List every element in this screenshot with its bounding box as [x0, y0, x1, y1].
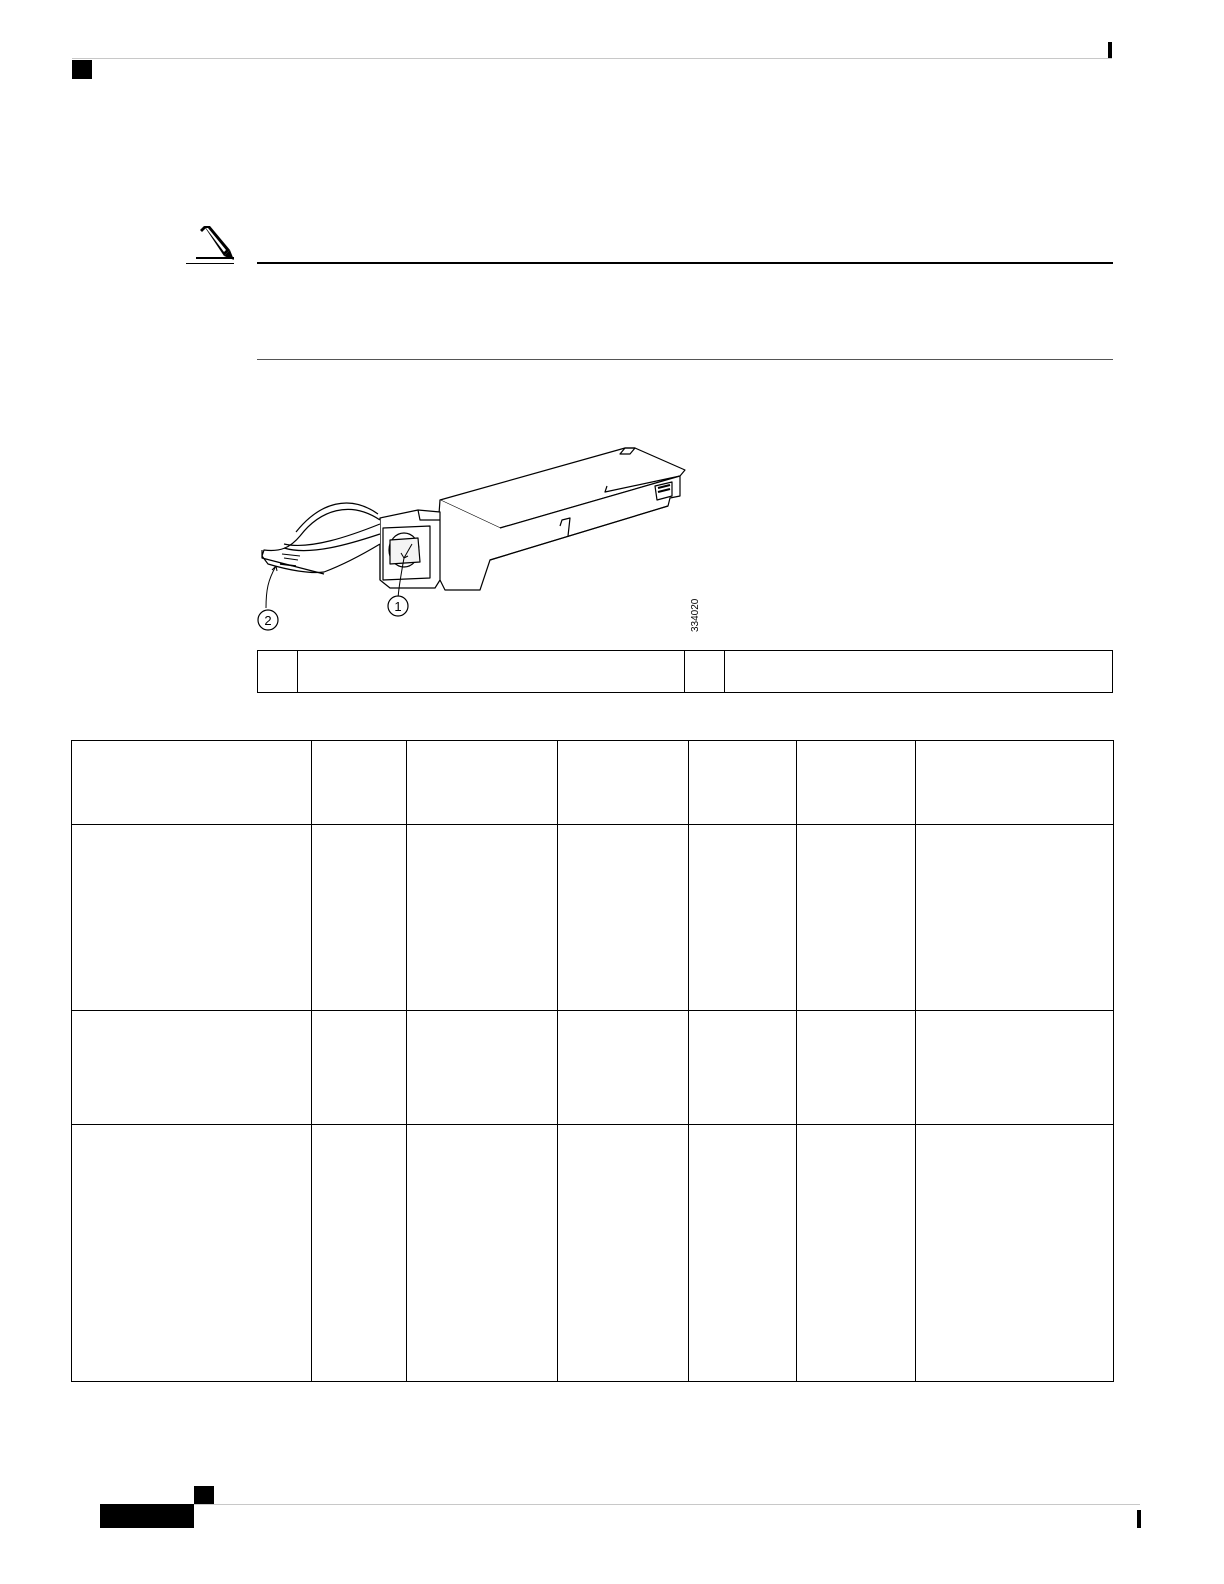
callout-1-label: 1	[394, 599, 402, 614]
table-cell	[312, 1125, 407, 1382]
note-rule-bottom	[257, 359, 1113, 360]
header-cell	[407, 741, 558, 825]
table-cell	[558, 1125, 689, 1382]
footer-chapter-marker	[194, 1486, 214, 1504]
table-cell	[916, 1011, 1114, 1125]
note-icon-underline	[186, 263, 234, 264]
table-cell	[407, 1011, 558, 1125]
legend-row	[258, 651, 1113, 693]
note-rule-top	[257, 262, 1113, 264]
table-cell	[916, 825, 1114, 1011]
table-cell	[916, 1125, 1114, 1382]
qsfp-module-figure	[240, 440, 720, 640]
table-cell	[689, 825, 797, 1011]
spec-header-row	[72, 741, 1114, 825]
table-cell	[797, 825, 916, 1011]
callout-2-label: 2	[264, 613, 272, 628]
figure-id: 334020	[690, 598, 701, 632]
table-cell	[312, 1011, 407, 1125]
legend-text-cell	[297, 651, 685, 693]
legend-text-cell	[725, 651, 1113, 693]
table-cell	[797, 1125, 916, 1382]
table-cell	[72, 825, 312, 1011]
header-cell	[689, 741, 797, 825]
legend-number-cell	[685, 651, 725, 693]
table-cell	[689, 1011, 797, 1125]
header-rule	[72, 58, 1112, 59]
header-cell	[916, 741, 1114, 825]
spec-table	[71, 740, 1114, 1382]
note-pencil-icon	[186, 222, 238, 266]
table-cell	[558, 825, 689, 1011]
table-cell	[72, 1125, 312, 1382]
header-cell	[72, 741, 312, 825]
table-cell	[407, 1125, 558, 1382]
header-cell	[558, 741, 689, 825]
footer-rule	[194, 1504, 1140, 1505]
footer-right-mark	[1137, 1510, 1141, 1528]
table-row	[72, 825, 1114, 1011]
figure-legend-table	[257, 650, 1113, 693]
header-cell	[797, 741, 916, 825]
table-cell	[407, 825, 558, 1011]
legend-number-cell	[258, 651, 298, 693]
table-cell	[558, 1011, 689, 1125]
table-cell	[312, 825, 407, 1011]
table-cell	[72, 1011, 312, 1125]
footer-page-tab	[100, 1504, 194, 1528]
table-cell	[689, 1125, 797, 1382]
header-cell	[312, 741, 407, 825]
header-chapter-marker	[72, 60, 92, 79]
table-row	[72, 1011, 1114, 1125]
table-row	[72, 1125, 1114, 1382]
table-cell	[797, 1011, 916, 1125]
header-right-mark	[1108, 42, 1112, 58]
